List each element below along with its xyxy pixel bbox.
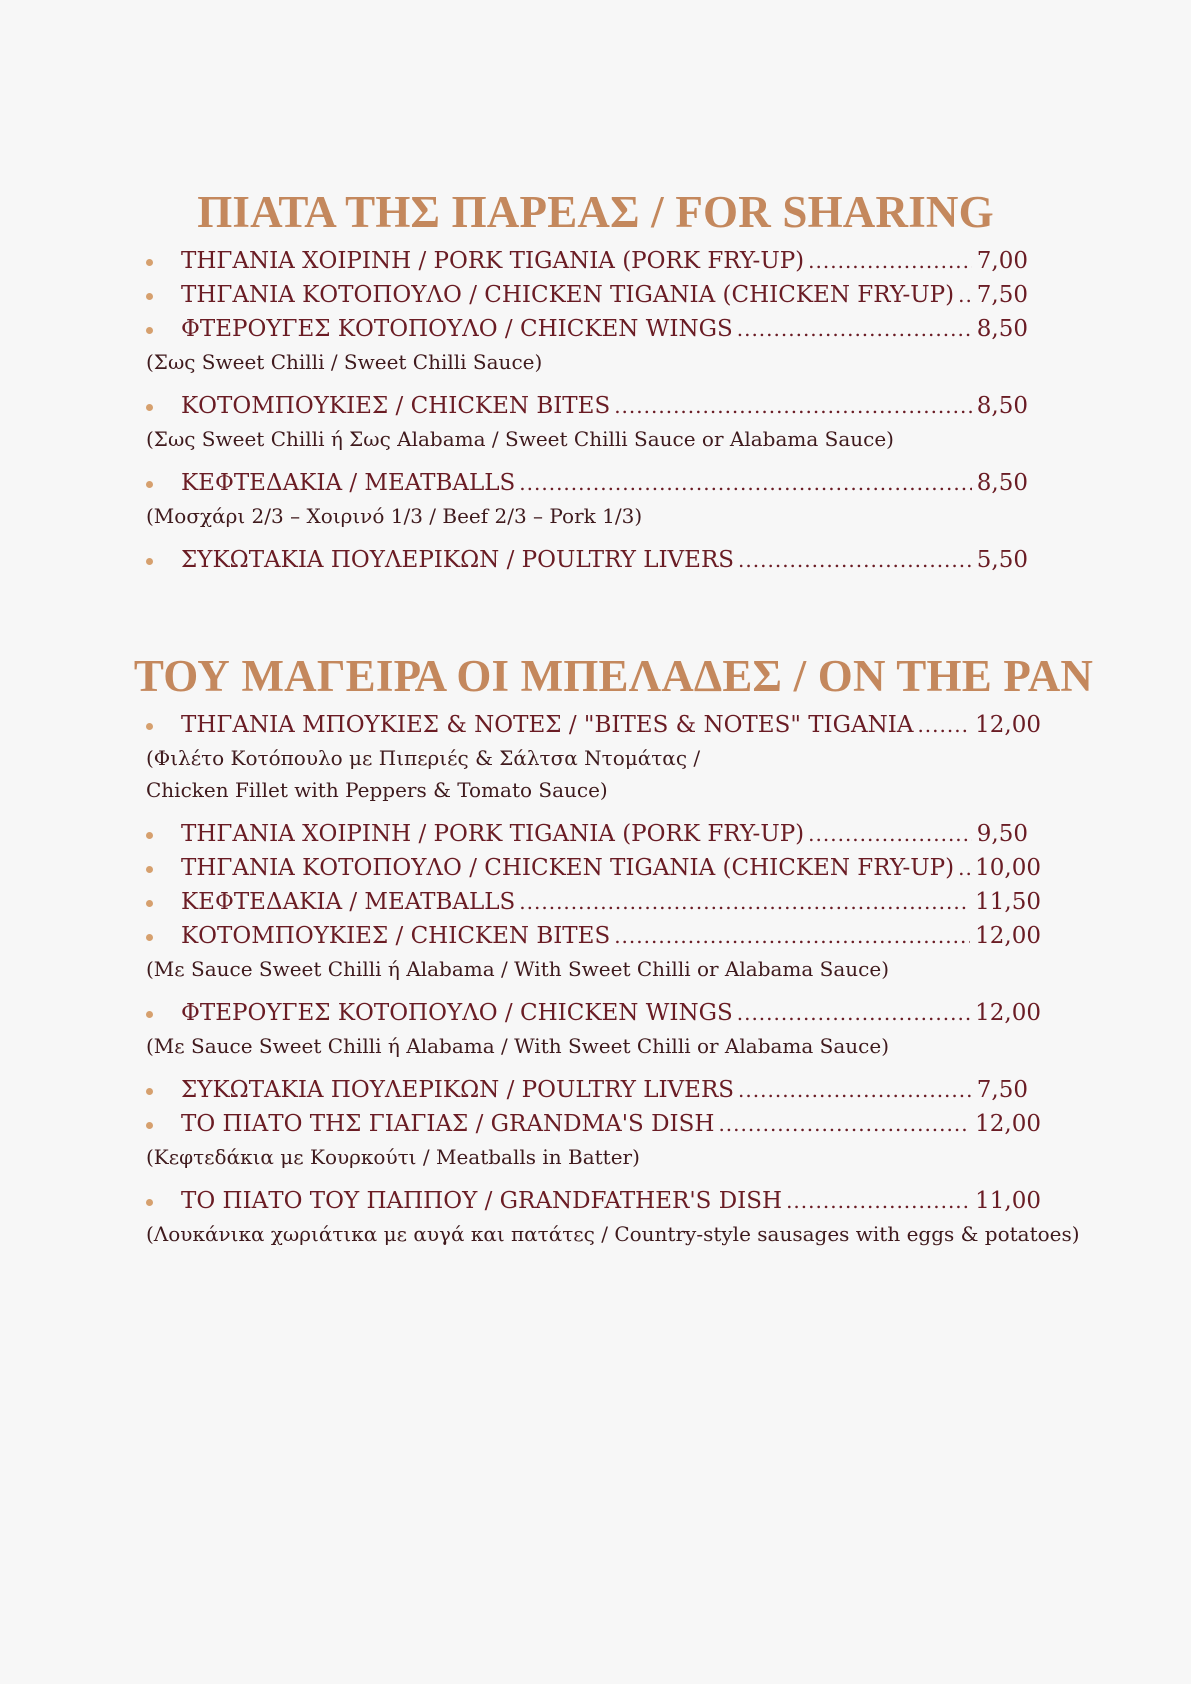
dot-leader: [808, 817, 972, 851]
menu-item: [0, 919, 1191, 996]
item-name: ΤΗΓΑΝΙΑ ΜΠΟΥΚΙΕΣ & ΝΟΤΕΣ / "BITES & NOTES" TIGANIA: [181, 712, 914, 738]
menu-item: [0, 885, 1191, 919]
menu-item: [0, 817, 1191, 851]
item-name: ΚΕΦΤΕΔΑΚΙΑ / MEATBALLS: [181, 889, 516, 915]
menu-item: [0, 851, 1191, 885]
item-price: 7,00: [976, 248, 1028, 274]
item-name: ΤΟ ΠΙΑΤΟ ΤΗΣ ΓΙΑΓΙΑΣ / GRANDMA'S DISH: [181, 1111, 715, 1137]
bullet-icon: [146, 1122, 153, 1129]
item-price: 8,50: [976, 393, 1028, 419]
menu-item: [0, 543, 1191, 577]
bullet-icon: [146, 934, 153, 941]
item-name: ΚΕΦΤΕΔΑΚΙΑ / MEATBALLS: [181, 470, 516, 496]
bullet-icon: [146, 558, 153, 565]
menu-item: [0, 1184, 1191, 1250]
bullet-icon: [146, 259, 153, 266]
dot-leader: [737, 996, 970, 1030]
item-name: ΤΗΓΑΝΙΑ ΚΟΤΟΠΟΥΛΟ / CHICKEN TIGANIA (CHICKEN FRY-UP): [181, 282, 955, 308]
item-name: ΦΤΕΡΟΥΓΕΣ ΚΟΤΟΠΟΥΛΟ / CHICKEN WINGS: [181, 1000, 733, 1026]
bullet-icon: [146, 327, 153, 334]
item-price: 7,50: [976, 1077, 1028, 1103]
dot-leader: [614, 389, 972, 423]
item-name: ΦΤΕΡΟΥΓΕΣ ΚΟΤΟΠΟΥΛΟ / CHICKEN WINGS: [181, 316, 733, 342]
item-name: ΤΗΓΑΝΙΑ ΧΟΙΡΙΝΗ / PORK TIGANIA (PORK FRY-UP): [181, 248, 805, 274]
menu-item-list: [0, 708, 1191, 1250]
menu-item: [0, 1073, 1191, 1107]
item-price: 8,50: [976, 470, 1028, 496]
bullet-icon: [146, 293, 153, 300]
menu-item-list: [0, 244, 1191, 577]
menu-item: [0, 708, 1191, 817]
dot-leader: [738, 1073, 972, 1107]
dot-leader: [519, 885, 970, 919]
item-description: (Φιλέτο Κοτόπουλο με Πιπεριές & Σάλτσα Ντομάτας / Chicken Fillet with Peppers & Tomato Sauce): [146, 746, 701, 802]
menu-item: [0, 389, 1191, 466]
item-price: 10,00: [975, 855, 1041, 881]
bullet-icon: [146, 1088, 153, 1095]
item-price: 12,00: [975, 1111, 1041, 1137]
bullet-icon: [146, 481, 153, 488]
item-description: (Λουκάνικα χωριάτικα με αυγά και πατάτες / Country-style sausages with eggs & potatoes): [146, 1222, 1080, 1246]
bullet-icon: [146, 832, 153, 839]
menu-item: [0, 312, 1191, 389]
item-price: 11,50: [975, 889, 1041, 915]
item-price: 12,00: [975, 1000, 1041, 1026]
item-price: 7,50: [976, 282, 1028, 308]
item-price: 8,50: [976, 316, 1028, 342]
menu-item: [0, 466, 1191, 543]
item-description: (Με Sauce Sweet Chilli ή Alabama / With Sweet Chilli or Alabama Sauce): [146, 957, 890, 981]
bullet-icon: [146, 1011, 153, 1018]
dot-leader: [808, 244, 972, 278]
item-name: ΤΗΓΑΝΙΑ ΧΟΙΡΙΝΗ / PORK TIGANIA (PORK FRY-UP): [181, 821, 805, 847]
dot-leader: [737, 312, 972, 346]
item-description: (Κεφτεδάκια με Κουρκούτι / Meatballs in Batter): [146, 1145, 640, 1169]
item-description: (Σως Sweet Chilli / Sweet Chilli Sauce): [146, 350, 543, 374]
item-description: (Μοσχάρι 2/3 – Χοιρινό 1/3 / Beef 2/3 – Pork 1/3): [146, 504, 643, 528]
item-price: 11,00: [975, 1188, 1041, 1214]
bullet-icon: [146, 723, 153, 730]
section-title: ΤΟΥ ΜΑΓΕΙΡΑ ΟΙ ΜΠΕΛΑΔΕΣ / ON THE PAN: [133, 651, 1094, 701]
dot-leader: [958, 851, 970, 885]
dot-leader: [718, 1107, 970, 1141]
bullet-icon: [146, 866, 153, 873]
item-name: ΤΗΓΑΝΙΑ ΚΟΤΟΠΟΥΛΟ / CHICKEN TIGANIA (CHICKEN FRY-UP): [181, 855, 955, 881]
item-description: (Με Sauce Sweet Chilli ή Alabama / With Sweet Chilli or Alabama Sauce): [146, 1034, 890, 1058]
item-price: 12,00: [975, 923, 1041, 949]
section-on-the-pan: [0, 646, 1191, 1250]
section-for-sharing: [0, 182, 1191, 577]
item-price: 12,00: [975, 712, 1041, 738]
dot-leader: [958, 278, 972, 312]
dot-leader: [614, 919, 970, 953]
item-name: ΚΟΤΟΜΠΟΥΚΙΕΣ / CHICKEN BITES: [181, 393, 611, 419]
item-description: (Σως Sweet Chilli ή Σως Alabama / Sweet Chilli Sauce or Alabama Sauce): [146, 427, 894, 451]
menu-item: [0, 278, 1191, 312]
bullet-icon: [146, 900, 153, 907]
bullet-icon: [146, 1199, 153, 1206]
menu-item: [0, 996, 1191, 1073]
dot-leader: [738, 543, 972, 577]
item-name: ΣΥΚΩΤΑΚΙΑ ΠΟΥΛΕΡΙΚΩΝ / POULTRY LIVERS: [181, 1077, 735, 1103]
dot-leader: [917, 708, 970, 742]
item-name: ΣΥΚΩΤΑΚΙΑ ΠΟΥΛΕΡΙΚΩΝ / POULTRY LIVERS: [181, 547, 735, 573]
bullet-icon: [146, 404, 153, 411]
item-price: 9,50: [976, 821, 1028, 847]
section-title: ΠΙΑΤΑ ΤΗΣ ΠΑΡΕΑΣ / FOR SHARING: [197, 187, 994, 237]
dot-leader: [519, 466, 972, 500]
item-name: ΚΟΤΟΜΠΟΥΚΙΕΣ / CHICKEN BITES: [181, 923, 611, 949]
menu-item: [0, 244, 1191, 278]
dot-leader: [786, 1184, 970, 1218]
item-name: ΤΟ ΠΙΑΤΟ ΤΟΥ ΠΑΠΠΟΥ / GRANDFATHER'S DISH: [181, 1188, 783, 1214]
menu-item: [0, 1107, 1191, 1184]
item-price: 5,50: [976, 547, 1028, 573]
